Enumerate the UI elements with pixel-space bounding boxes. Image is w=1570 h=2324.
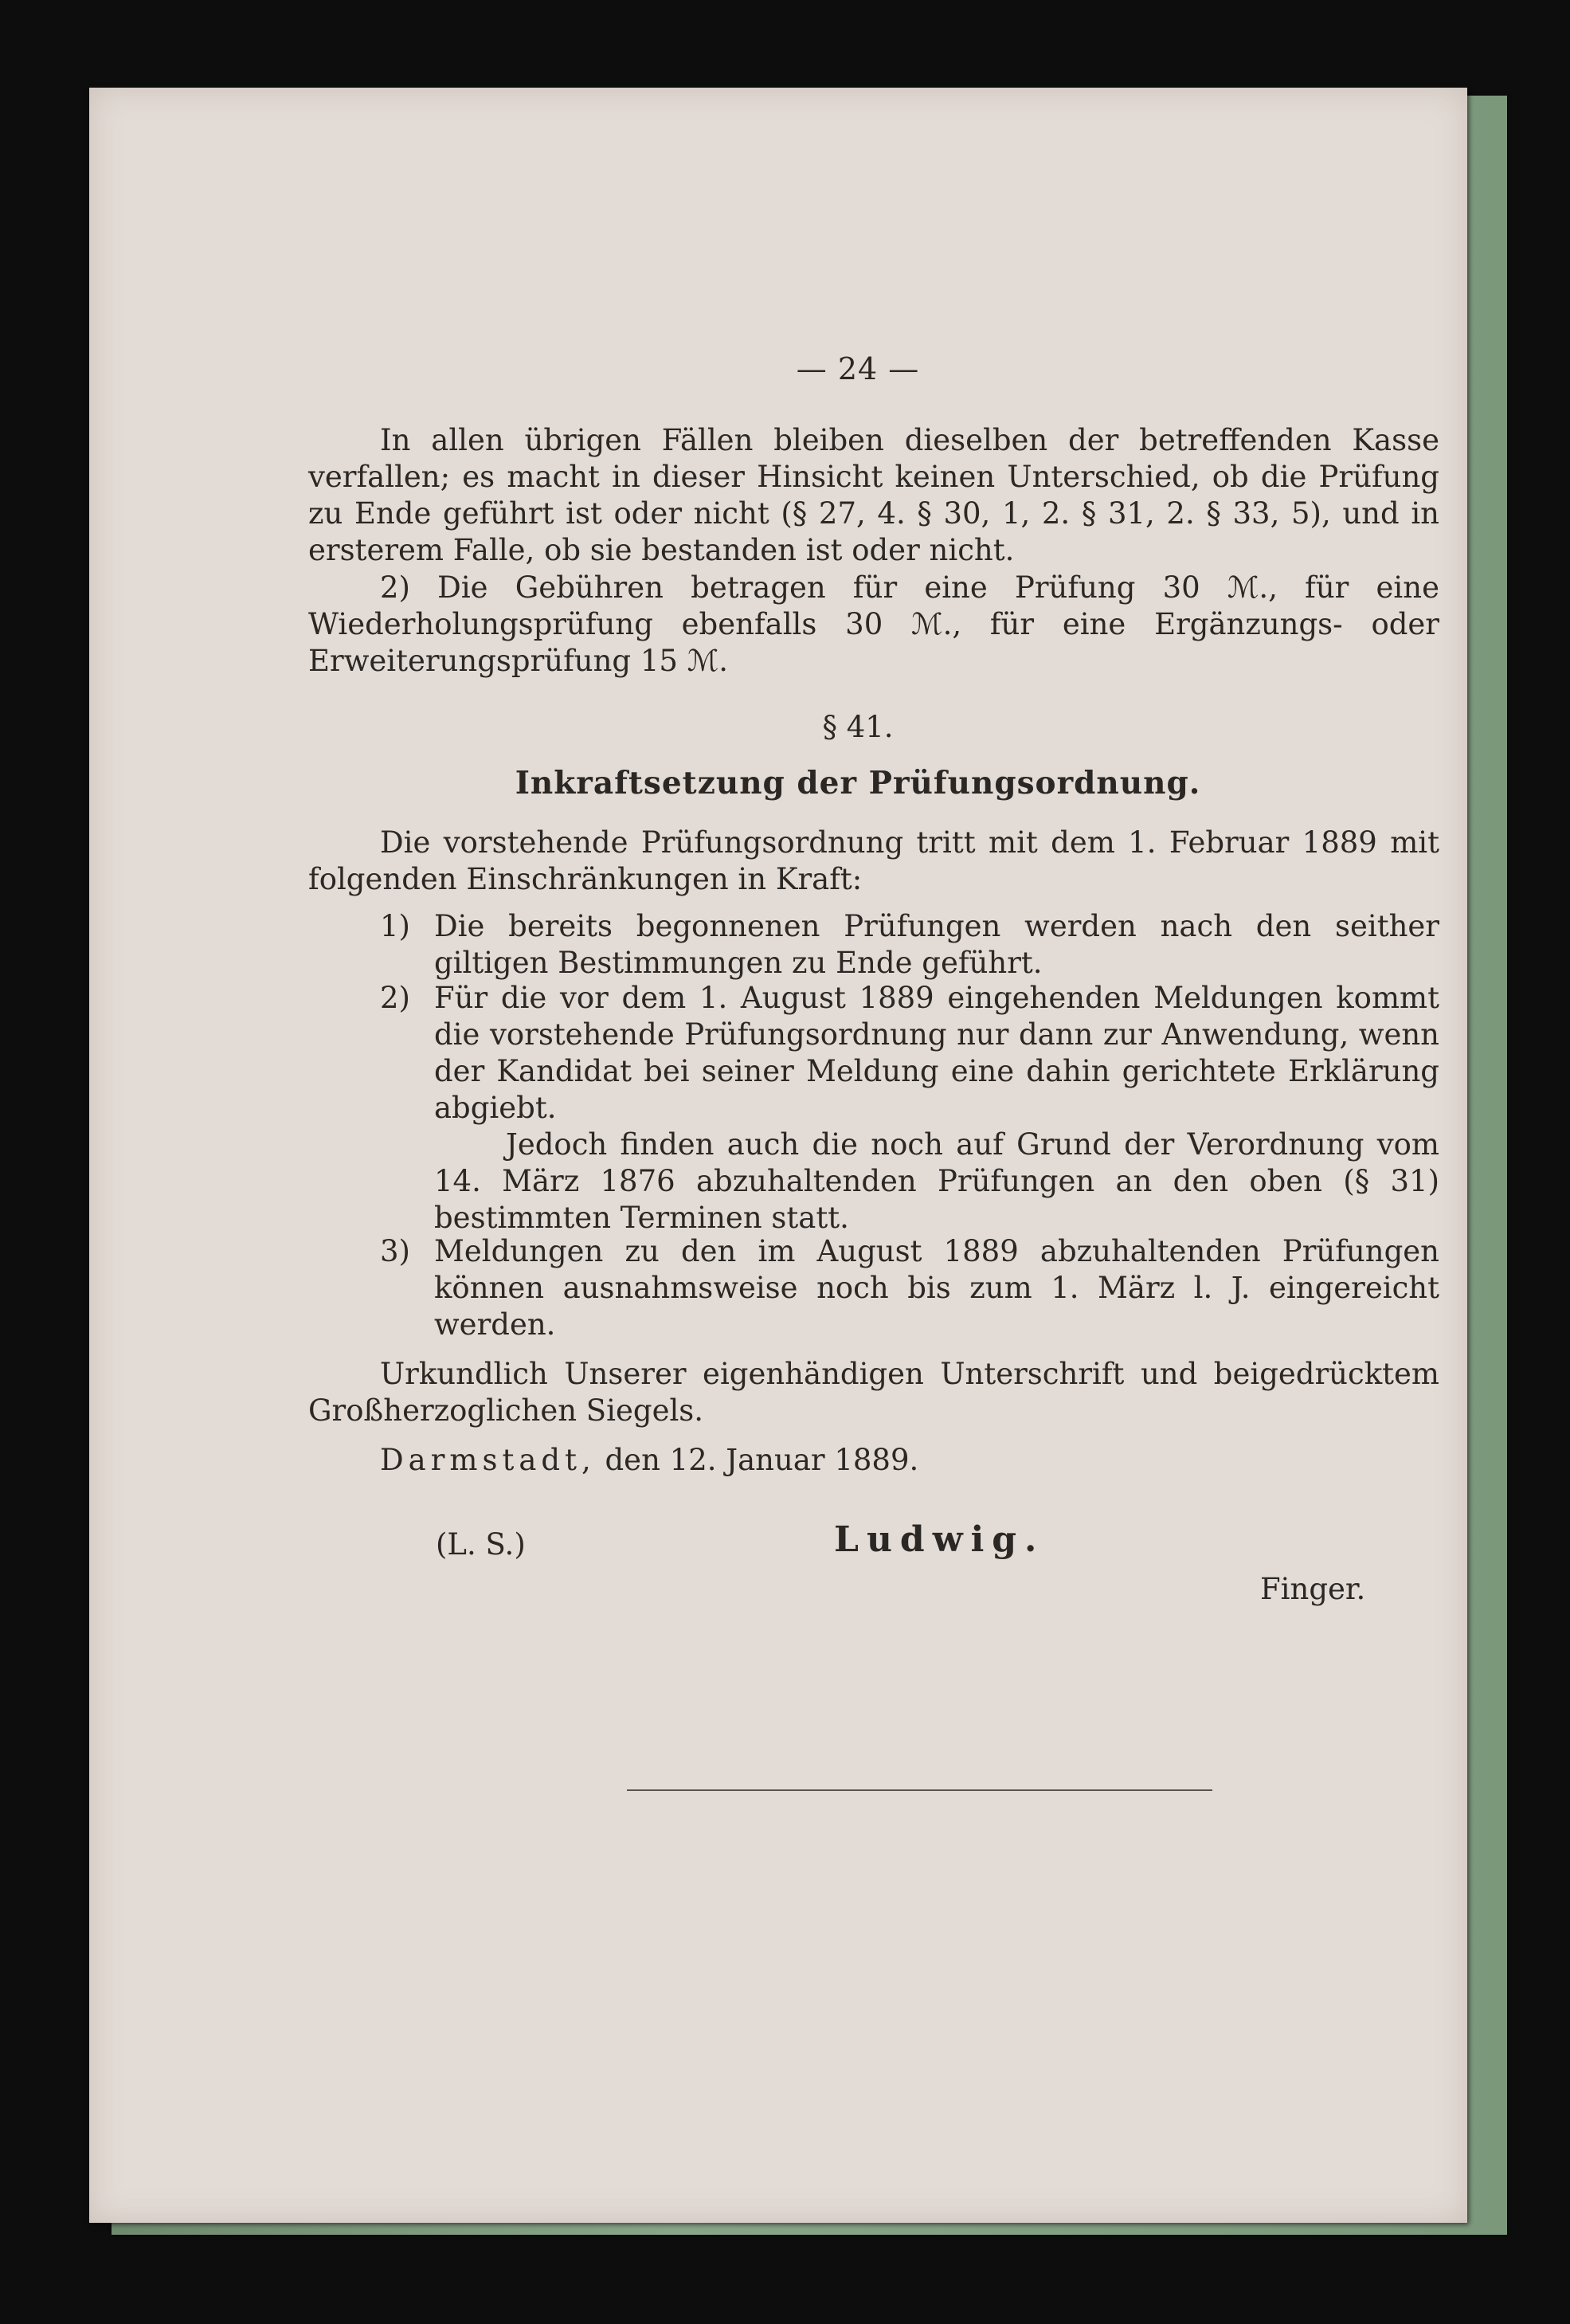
list-item-text: Die bereits begonnenen Prüfungen werden nach den seither giltigen Bestimmungen zu Ende geführt.: [434, 909, 1439, 980]
paragraph-fees-forfeit: In allen übrigen Fällen bleiben dieselben der betreffenden Kasse verfallen; es macht in dieser Hinsicht keinen Unterschied, ob die Prüfung zu Ende geführt ist oder nicht (§ 27, 4. § 30, 1, 2. § 31, 2. § 33, 5), und in ersterem Falle, ob sie bestanden ist oder nicht.: [308, 423, 1439, 567]
list-item-number: 1): [380, 909, 410, 943]
list-item-number: 2): [380, 981, 410, 1015]
date-place: Darmstadt,: [380, 1443, 596, 1477]
list-item-subparagraph: Jedoch finden auch die noch auf Grund der Verordnung vom 14. März 1876 abzuhaltenden Prüfungen an den oben (§ 31) bestimmten Terminen statt.: [434, 1127, 1439, 1235]
list-item: [308, 908, 1439, 982]
list-item-number: 3): [380, 1234, 410, 1268]
list-item: [308, 980, 1439, 1236]
section-number: § 41.: [822, 710, 894, 744]
signature: Ludwig.: [834, 1519, 1045, 1560]
page-number: — 24 —: [796, 351, 920, 386]
section-title: Inkraftsetzung der Prüfungsordnung.: [515, 765, 1201, 801]
paragraph-fees-amounts: 2) Die Gebühren betragen für eine Prüfung 30 ℳ., für eine Wiederholungsprüfung ebenfalls 30 ℳ., für eine Ergänzungs- oder Erweiterungsprüfung 15 ℳ.: [308, 570, 1439, 678]
seal-mark: (L. S.): [436, 1527, 526, 1562]
list-item: [308, 1233, 1439, 1343]
list-item-text: Für die vor dem 1. August 1889 eingehenden Meldungen kommt die vorstehende Prüfungsordnung nur dann zur Anwendung, wenn der Kandidat bei seiner Meldung eine dahin gerichtete Erklärung abgiebt.: [434, 981, 1439, 1125]
document-page: [89, 88, 1467, 2223]
paragraph-intro: Die vorstehende Prüfungsordnung tritt mit dem 1. Februar 1889 mit folgenden Einschränkungen in Kraft:: [308, 825, 1439, 896]
countersignature: Finger.: [1260, 1572, 1366, 1606]
closing-rule: [627, 1789, 1212, 1791]
paragraph-closing: Urkundlich Unserer eigenhändigen Unterschrift und beigedrücktem Großherzoglichen Siegels.: [308, 1357, 1439, 1428]
list-item-text: Meldungen zu den im August 1889 abzuhaltenden Prüfungen können ausnahmsweise noch bis zum 1. März l. J. eingereicht werden.: [434, 1234, 1439, 1342]
date-line: [380, 1442, 918, 1479]
date-text: den 12. Januar 1889.: [605, 1443, 919, 1477]
